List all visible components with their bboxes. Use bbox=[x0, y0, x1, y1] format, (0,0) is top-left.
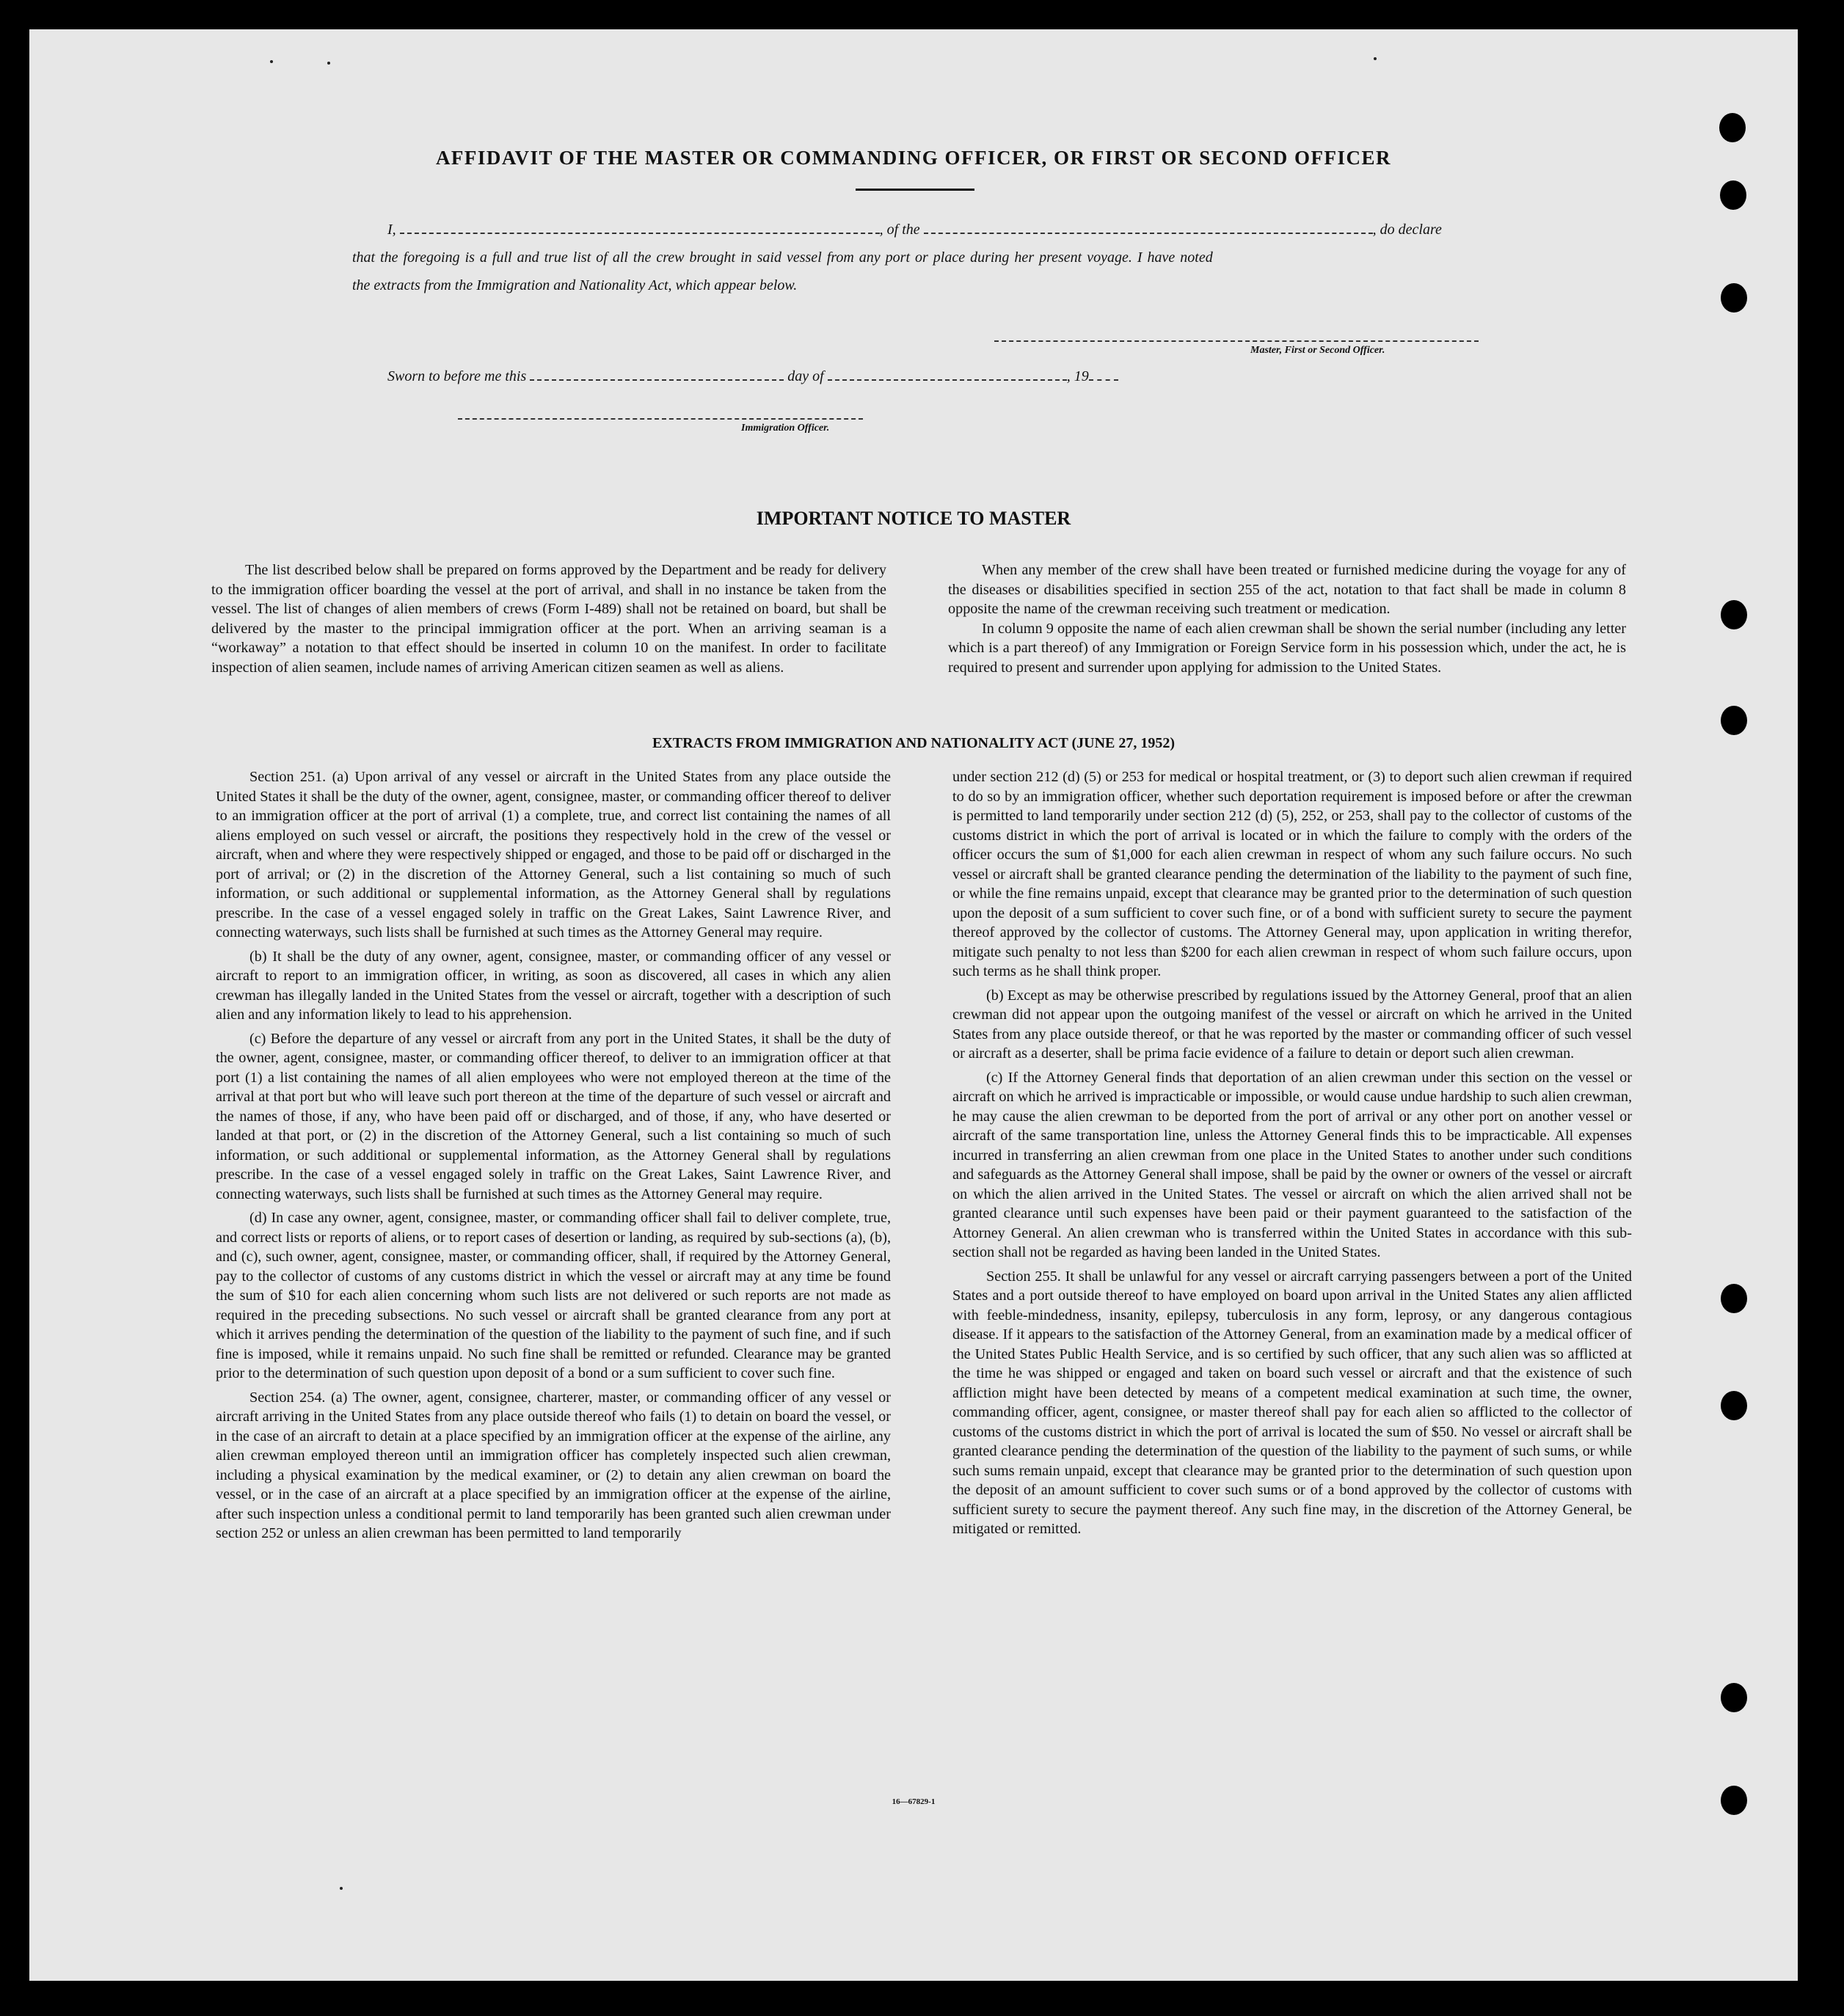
form-page bbox=[29, 29, 1798, 1981]
notice-left-paragraph: The list described below shall be prepared on forms approved by the Department and be ready for delivery to the immigration officer boarding the vessel at the port of arrival, and shall in no instance be taken from the vessel. The list of changes of alien members of crews (Form I-489) shall not be retained on board, but shall be delivered by the master to the principal immigration officer at the port. When an arriving seaman is a “workaway” a notation to that effect should be inserted in column 10 on the manifest. In order to facilitate inspection of alien seamen, include names of arriving American citizen seamen as well as aliens. bbox=[211, 562, 886, 676]
officer-signature-line[interactable] bbox=[458, 418, 863, 420]
section-251-a: Section 251. (a) Upon arrival of any vessel or aircraft in the United States from any place outside the United States it shall be the duty of the owner, agent, consignee, master, or commanding officer thereof to deliver to an immigration officer at the port of arrival (1) a complete, true, and correct list containing the names of all aliens employed on such vessel or aircraft, the positions they respectively hold in the crew of the vessel or aircraft, when and where they were respectively shipped or engaged, and those to be paid off or discharged in the port of arrival; or (2) in the discretion of the Attorney General, such a list containing so much of such information, or such additional or supplemental information, as the Attorney General shall by regulations prescribe. In the case of a vessel engaged solely in traffic on the Great Lakes, Saint Lawrence River, and connecting waterways, such lists shall be furnished at such times as the Attorney General may require. bbox=[216, 769, 891, 941]
punch-hole bbox=[1721, 600, 1747, 629]
notice-right-paragraph-2: In column 9 opposite the name of each alien crewman shall be shown the serial number (including any letter which is a part thereof) of any Immigration or Foreign Service form in his possession which, under the act, he is required to present and surrender upon applying for admission to the United States. bbox=[948, 620, 1626, 676]
notice-left-column bbox=[211, 560, 886, 677]
affidavit-title: AFFIDAVIT OF THE MASTER OR COMMANDING OFFICER, OR FIRST OR SECOND OFFICER bbox=[435, 147, 1392, 169]
vessel-field[interactable] bbox=[924, 233, 1373, 234]
extracts-left-column bbox=[216, 767, 891, 1544]
section-254-a-part-1: Section 254. (a) The owner, agent, consignee, charterer, master, or commanding officer of any vessel or aircraft arriving in the United States from any place outside thereof who fails (1) to detain on board the vessel, or in the case of an aircraft to detain at a place specified by an immigration officer at the expense of the airline, any alien crewman employed thereon until an immigration officer has completely inspected such alien crewman, including a physical examination by the medical examiner, or (2) to detain any alien crewman on board the vessel, or in the case of an aircraft at a place specified by an immigration officer at the expense of the airline, after such inspection unless a conditional permit to land temporarily has been granted such alien crewman under section 252 or unless an alien crewman has been permitted to land temporarily bbox=[216, 1389, 891, 1541]
sworn-month-field[interactable] bbox=[828, 379, 1067, 381]
declaration-line2: the extracts from the Immigration and Nationality Act, which appear below. bbox=[352, 277, 798, 293]
section-251-b: (b) It shall be the duty of any owner, agent, consignee, master, or commanding officer of any vessel or aircraft to report to an immigration officer, in writing, as soon as discovered, all cases in which any alien crewman has illegally landed in the United States from the vessel or aircraft, together with a description of such alien and any information likely to lead to his apprehension. bbox=[216, 948, 891, 1023]
extracts-title: EXTRACTS FROM IMMIGRATION AND NATIONALITY ACT (JUNE 27, 1952) bbox=[652, 735, 1176, 751]
of-the-label: , of the bbox=[879, 222, 920, 238]
notice-right-column bbox=[948, 560, 1626, 677]
form-number: 16—67829-1 bbox=[892, 1797, 936, 1806]
section-254-b: (b) Except as may be otherwise prescribed by regulations issued by the Attorney General, proof that an alien crewman did not appear upon the outgoing manifest of the vessel or aircraft on which he arrived in the United States from any place outside thereof, or that he was reported by the master or commanding officer of such vessel or aircraft as a deserter, shall be prima facie evidence of a failure to detain or deport such alien crewman. bbox=[952, 987, 1632, 1062]
notice-title: IMPORTANT NOTICE TO MASTER bbox=[756, 508, 1071, 529]
declaration-line1: that the foregoing is a full and true list of all the crew brought in said vessel from any port or place during her present voyage. I have noted bbox=[352, 249, 1213, 266]
section-251-c: (c) Before the departure of any vessel or aircraft from any port in the United States, it shall be the duty of the owner, agent, consignee, master, or commanding officer thereof, to deliver to an immigration officer at that port (1) a list containing the names of all alien employees who were not employed thereon at the time of the arrival at that port but who will leave such port thereon at the time of the departure of such vessel or aircraft and the names of those, if any, who have been paid off or discharged, and of those, if any, who have deserted or landed at that port, or (2) in the discretion of the Attorney General, such a list containing so much of such information, or such additional or supplemental information, as the Attorney General shall by regulations prescribe. In the case of a vessel engaged solely in traffic on the Great Lakes, Saint Lawrence River, and connecting waterways, such lists shall be furnished at such times as the Attorney General may require. bbox=[216, 1030, 891, 1202]
speck bbox=[1374, 57, 1377, 60]
sworn-day-field[interactable] bbox=[530, 379, 784, 381]
punch-hole bbox=[1719, 113, 1746, 142]
officer-signature-label: Immigration Officer. bbox=[741, 423, 830, 434]
section-255: Section 255. It shall be unlawful for any vessel or aircraft carrying passengers between a port of the United States and a port outside thereof to have employed on board upon arrival in the United States any alien afflicted with feeble-mindedness, insanity, epilepsy, tuberculosis in any form, leprosy, or any dangerous contagious disease. If it appears to the satisfaction of the Attorney General, from an examination made by a medical officer of the United States Public Health Service, and is so certified by such officer, that any such alien was so afflicted at the time he was shipped or engaged and taken on board such vessel or aircraft and that the existence of such affliction might have been detected by means of a competent medical examination at such time, the owner, commanding officer, agent, consignee, or master thereof shall pay for each alien so afflicted to the collector of customs of the customs district in which the port of arrival is located the sum of $50. No vessel or aircraft shall be granted clearance pending the determination of the question of the liability to the payment of such sums, or while such sums remain unpaid, except that clearance may be granted prior to the determination of such question upon the deposit of an amount sufficient to cover such sums or of a bond approved by the collector of customs with sufficient surety to secure the payment thereof. Any such fine may, in the discretion of the Attorney General, be mitigated or remitted. bbox=[952, 1268, 1632, 1537]
sworn-line bbox=[387, 368, 1118, 385]
do-declare-label: , do declare bbox=[1372, 222, 1442, 238]
section-254-a-part-2: under section 212 (d) (5) or 253 for medical or hospital treatment, or (3) to deport such alien crewman if required to do so by an immigration officer, whether such deportation requirement is imposed before or after the crewman is permitted to land temporarily under section 212 (d) (5), 252, or 253, shall pay to the collector of customs of the customs district in which the port of arrival is located or in which the failure to comply with the orders of the officer occurs the sum of $1,000 for each alien crewman in respect of whom any such failure occurs. No such vessel or aircraft shall be granted clearance pending the determination of the liability to the payment of such fine, or while the fine remains unpaid, except that clearance may be granted prior to the determination of such question upon the deposit of a sum sufficient to cover such fine, or of a bond with sufficient surety to secure the payment thereof approved by the collector of customs. The Attorney General may, upon application in writing therefor, mitigate such penalty to not less than $200 for each alien crewman in respect of whom such failure occurs, upon such terms as he shall think proper. bbox=[952, 769, 1632, 979]
sworn-year-field[interactable] bbox=[1089, 379, 1118, 381]
punch-hole bbox=[1721, 1683, 1747, 1712]
punch-hole bbox=[1721, 1391, 1747, 1420]
section-254-c: (c) If the Attorney General finds that deportation of an alien crewman under this section on the vessel or aircraft on which he arrived is impracticable or impossible, or would cause undue hardship to such alien crewman, he may cause the alien crewman to be deported from the port of arrival or any other port on another vessel or aircraft of the same transportation line, unless the Attorney General finds this to be impracticable. All expenses incurred in transferring an alien crewman from one place in the United States to another under such conditions and safeguards as the Attorney General shall impose, shall be paid by the owner or owners of the vessel or aircraft on which the alien arrived in the United States. The vessel or aircraft on which the alien arrived shall not be granted clearance until such expenses have been paid or their payment guaranteed to the satisfaction of the Attorney General. An alien crewman who is transferred within the United States in accordance with this sub-section shall not be regarded as having been landed in the United States. bbox=[952, 1069, 1632, 1260]
speck bbox=[340, 1887, 343, 1890]
year-label: , 19 bbox=[1066, 368, 1089, 384]
name-field[interactable] bbox=[400, 233, 880, 234]
extracts-right-column bbox=[952, 767, 1632, 1539]
declarant-line bbox=[387, 222, 1442, 238]
sworn-label: Sworn to before me this bbox=[387, 368, 527, 384]
punch-hole bbox=[1720, 180, 1746, 210]
master-signature-line[interactable] bbox=[994, 340, 1479, 342]
section-251-d: (d) In case any owner, agent, consignee, master, or commanding officer shall fail to deliver complete, true, and correct lists or reports of aliens, or to report cases of desertion or landing, as required by sub-sections (a), (b), and (c), such owner, agent, consignee, master, or commanding officer, shall, if required by the Attorney General, pay to the collector of customs of any customs district in which the vessel or aircraft may at any time be found the sum of $10 for each alien concerning whom such lists are not delivered or such reports are not made as required in the preceding subsections. No such vessel or aircraft shall be granted clearance from any port at which it arrives pending the determination of the question of the liability to the payment of such fine, and if such fine is imposed, while it remains unpaid. No such fine shall be remitted or refunded. Clearance may be granted prior to the determination of such question upon deposit of a bond or a sum sufficient to cover such fine. bbox=[216, 1210, 891, 1381]
punch-hole bbox=[1721, 706, 1747, 735]
speck bbox=[270, 60, 273, 63]
speck bbox=[327, 62, 330, 65]
i-label: I, bbox=[387, 222, 396, 238]
punch-hole bbox=[1721, 283, 1747, 313]
day-of-label: day of bbox=[787, 368, 824, 384]
notice-right-paragraph-1: When any member of the crew shall have been treated or furnished medicine during the voyage for any of the diseases or disabilities specified in section 255 of the act, notation to that fact shall be made in column 8 opposite the name of the crewman receiving such treatment or medication. bbox=[948, 562, 1626, 617]
master-signature-label: Master, First or Second Officer. bbox=[1250, 345, 1385, 356]
punch-hole bbox=[1721, 1284, 1747, 1313]
title-rule bbox=[856, 189, 974, 191]
